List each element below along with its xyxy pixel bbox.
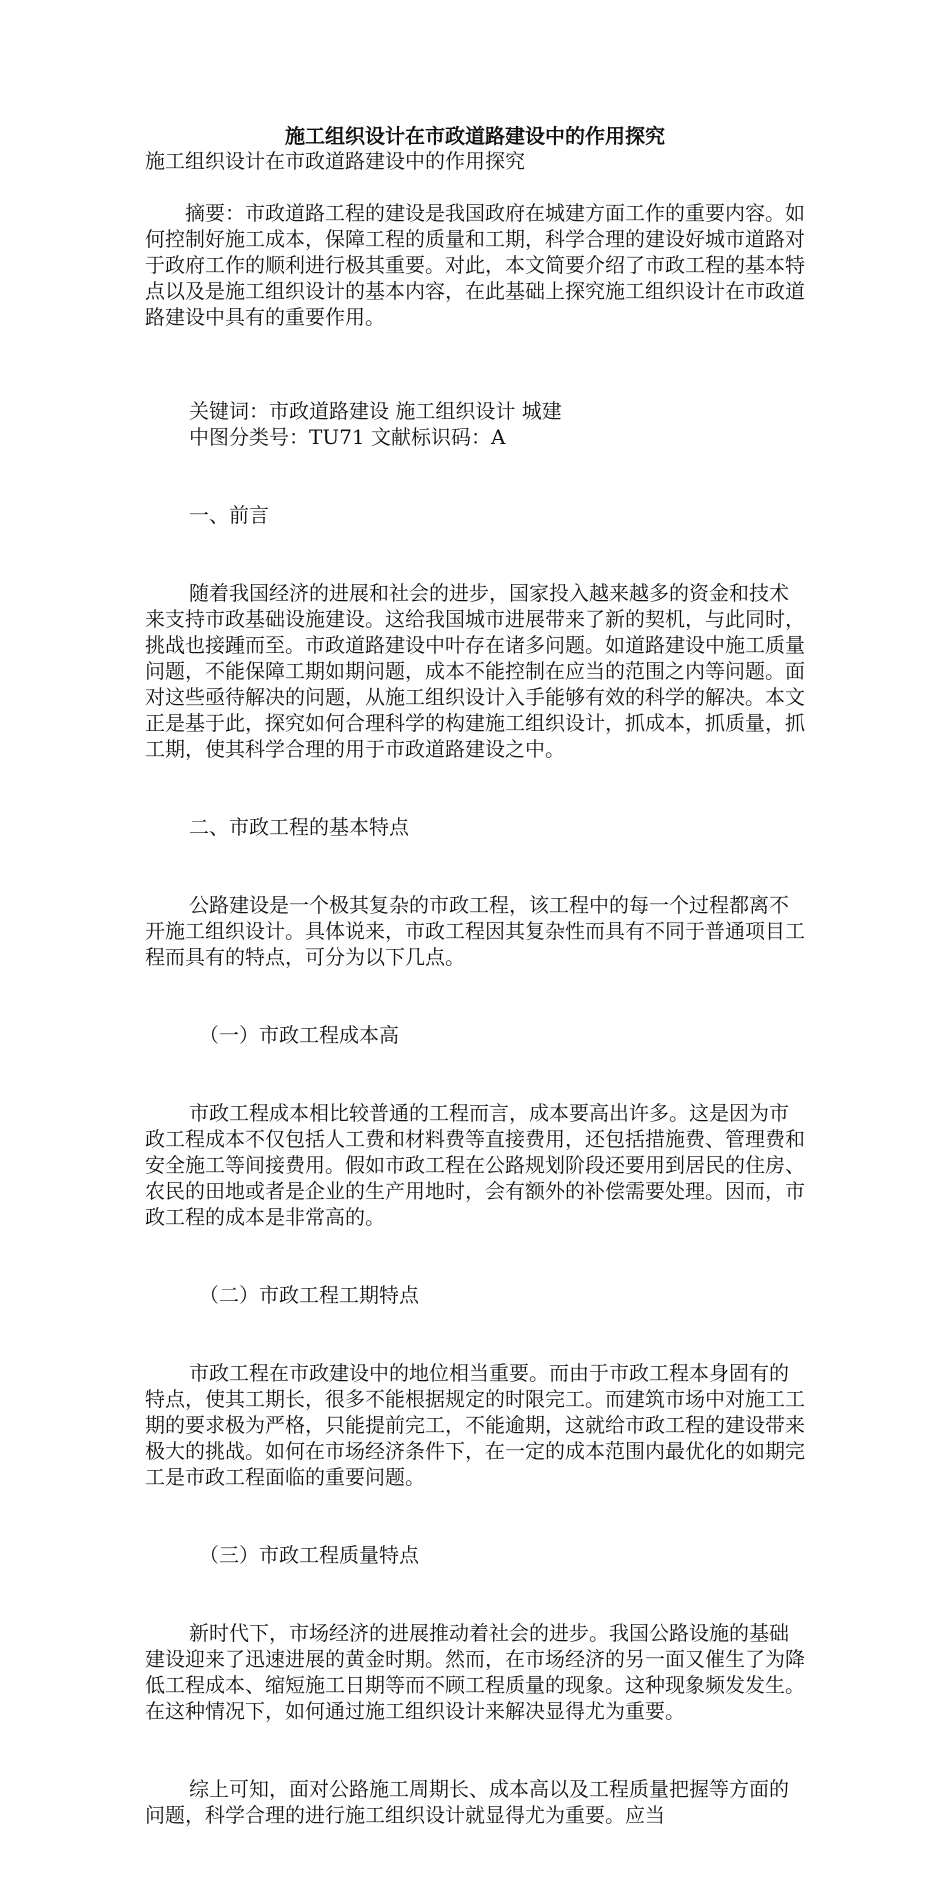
section-heading-2: 二、市政工程的基本特点 [189, 815, 409, 839]
section-paragraph-2: 公路建设是一个极其复杂的市政工程，该工程中的每一个过程都离不开施工组织设计。具体说来，市政工程因其复杂性而具有不同于普通项目工程而具有的特点，可分为以下几点。 [145, 893, 805, 969]
subsection-heading-3: （三）市政工程质量特点 [199, 1543, 419, 1567]
subsection-heading-2: （二）市政工程工期特点 [199, 1283, 419, 1307]
document-subtitle: 施工组织设计在市政道路建设中的作用探究 [145, 149, 525, 173]
subsection-heading-1: （一）市政工程成本高 [199, 1023, 399, 1047]
summary-paragraph: 综上可知，面对公路施工周期长、成本高以及工程质量把握等方面的问题，科学合理的进行施工组织设计就显得尤为重要。应当 [145, 1777, 789, 1827]
classification-line: 中图分类号：TU71 文献标识码：A [189, 425, 506, 449]
subsection-paragraph-3: 新时代下，市场经济的进展推动着社会的进步。我国公路设施的基础建设迎来了迅速进展的黄金时期。然而，在市场经济的另一面又催生了为降低工程成本、缩短施工日期等而不顾工程质量的现象。这种现象频发发生。在这种情况下，如何通过施工组织设计来解决显得尤为重要。 [145, 1621, 805, 1723]
section-heading-1: 一、前言 [189, 503, 269, 527]
document-title: 施工组织设计在市政道路建设中的作用探究 [285, 124, 665, 148]
subsection-paragraph-1: 市政工程成本相比较普通的工程而言，成本要高出许多。这是因为市政工程成本不仅包括人工费和材料费等直接费用，还包括措施费、管理费和安全施工等间接费用。假如市政工程在公路规划阶段还要用到居民的住房、农民的田地或者是企业的生产用地时，会有额外的补偿需要处理。因而，市政工程的成本是非常高的。 [145, 1101, 805, 1229]
abstract-paragraph: 摘要：市政道路工程的建设是我国政府在城建方面工作的重要内容。如何控制好施工成本，保障工程的质量和工期，科学合理的建设好城市道路对于政府工作的顺利进行极其重要。对此，本文简要介绍了市政工程的基本特点以及是施工组织设计的基本内容，在此基础上探究施工组织设计在市政道路建设中具有的重要作用。 [145, 201, 805, 329]
subsection-paragraph-2: 市政工程在市政建设中的地位相当重要。而由于市政工程本身固有的特点，使其工期长，很多不能根据规定的时限完工。而建筑市场中对施工工期的要求极为严格，只能提前完工，不能逾期，这就给市政工程的建设带来极大的挑战。如何在市场经济条件下，在一定的成本范围内最优化的如期完工是市政工程面临的重要问题。 [145, 1361, 805, 1489]
section-paragraph-1: 随着我国经济的进展和社会的进步，国家投入越来越多的资金和技术来支持市政基础设施建设。这给我国城市进展带来了新的契机，与此同时，挑战也接踵而至。市政道路建设中叶存在诸多问题。如道路建设中施工质量问题，不能保障工期如期问题，成本不能控制在应当的范围之内等问题。面对这些亟待解决的问题，从施工组织设计入手能够有效的科学的解决。本文正是基于此，探究如何合理科学的构建施工组织设计，抓成本，抓质量，抓工期，使其科学合理的用于市政道路建设之中。 [145, 581, 805, 761]
document-body [145, 372, 805, 1880]
keywords-text: 关键词：市政道路建设 施工组织设计 城建 [189, 399, 562, 423]
